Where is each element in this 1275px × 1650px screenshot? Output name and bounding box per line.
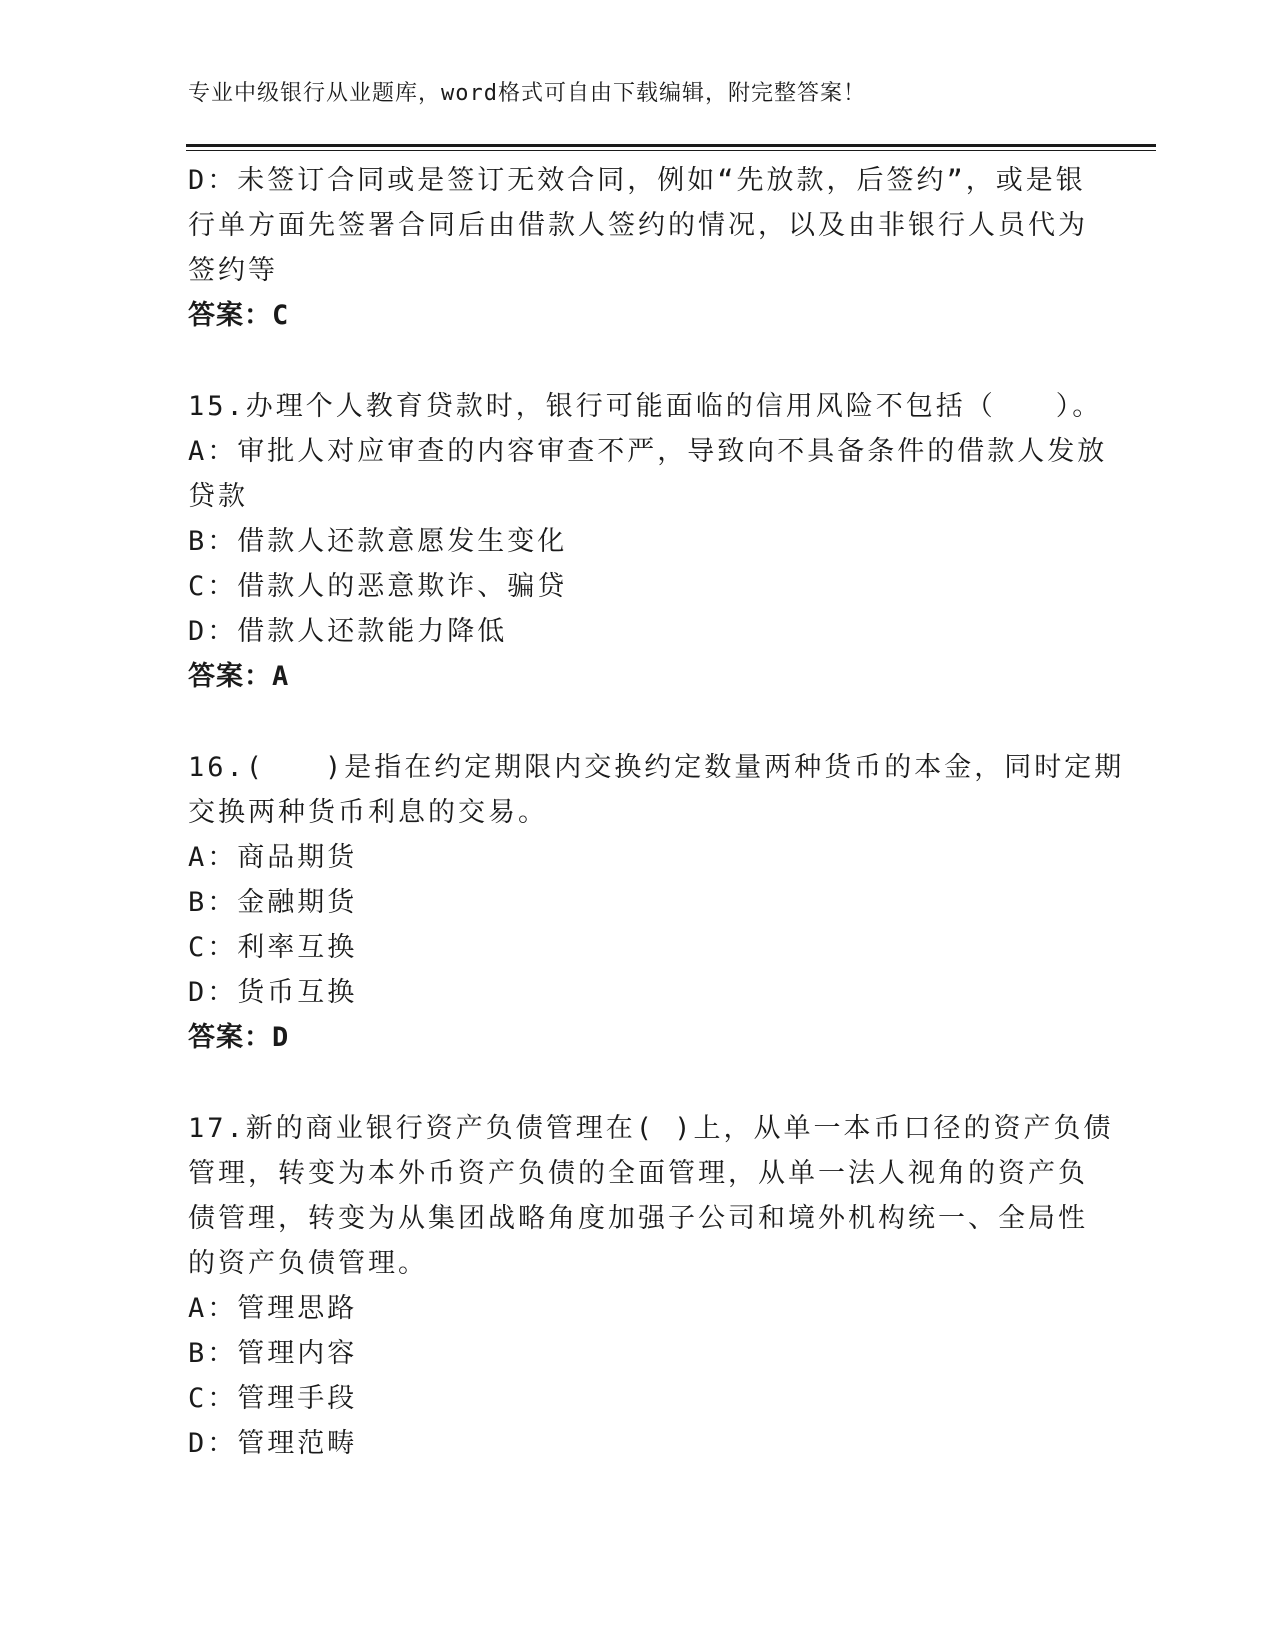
q15-option-a-line-2: 贷款 [188,481,248,512]
q16-option-b: B：金融期货 [188,887,358,918]
question-17 [188,1106,1114,1466]
q16-question-line-2: 交换两种货币利息的交易。 [188,797,548,828]
header-rule-thick [186,144,1156,147]
q14-option-d-line-3: 签约等 [188,255,278,286]
q17-option-c: C：管理手段 [188,1383,358,1414]
question-15 [188,384,1108,699]
q15-question: 15.办理个人教育贷款时，银行可能面临的信用风险不包括（ ）。 [188,391,1103,422]
question-14-tail [188,158,1088,338]
q14-option-d-line-1: D：未签订合同或是签订无效合同，例如“先放款，后签约”，或是银 [188,165,1086,196]
q17-question-line-3: 债管理，转变为从集团战略角度加强子公司和境外机构统一、全局性 [188,1203,1088,1234]
q15-option-d: D：借款人还款能力降低 [188,616,508,647]
page-header: 专业中级银行从业题库，word格式可自由下载编辑，附完整答案！ [188,81,866,106]
q17-question-line-4: 的资产负债管理。 [188,1248,428,1279]
q15-option-b: B：借款人还款意愿发生变化 [188,526,568,557]
q16-question-line-1: 16.( )是指在约定期限内交换约定数量两种货币的本金，同时定期 [188,752,1125,783]
q17-option-b: B：管理内容 [188,1338,358,1369]
q17-option-d: D：管理范畴 [188,1428,358,1459]
q16-option-a: A：商品期货 [188,842,358,873]
q16-option-c: C：利率互换 [188,932,358,963]
q14-answer: 答案：C [188,300,290,331]
question-16 [188,745,1125,1060]
q15-option-c: C：借款人的恶意欺诈、骗贷 [188,571,568,602]
header-rule-thin [186,150,1156,151]
q15-answer: 答案：A [188,661,290,692]
q14-option-d-line-2: 行单方面先签署合同后由借款人签约的情况，以及由非银行人员代为 [188,210,1088,241]
q16-option-d: D：货币互换 [188,977,358,1008]
q16-answer: 答案：D [188,1022,290,1053]
question-content [188,158,1125,1466]
q15-option-a-line-1: A：审批人对应审查的内容审查不严，导致向不具备条件的借款人发放 [188,436,1108,467]
q17-question-line-1: 17.新的商业银行资产负债管理在( )上，从单一本币口径的资产负债 [188,1113,1114,1144]
q17-question-line-2: 管理，转变为本外币资产负债的全面管理，从单一法人视角的资产负 [188,1158,1088,1189]
q17-option-a: A：管理思路 [188,1293,358,1324]
